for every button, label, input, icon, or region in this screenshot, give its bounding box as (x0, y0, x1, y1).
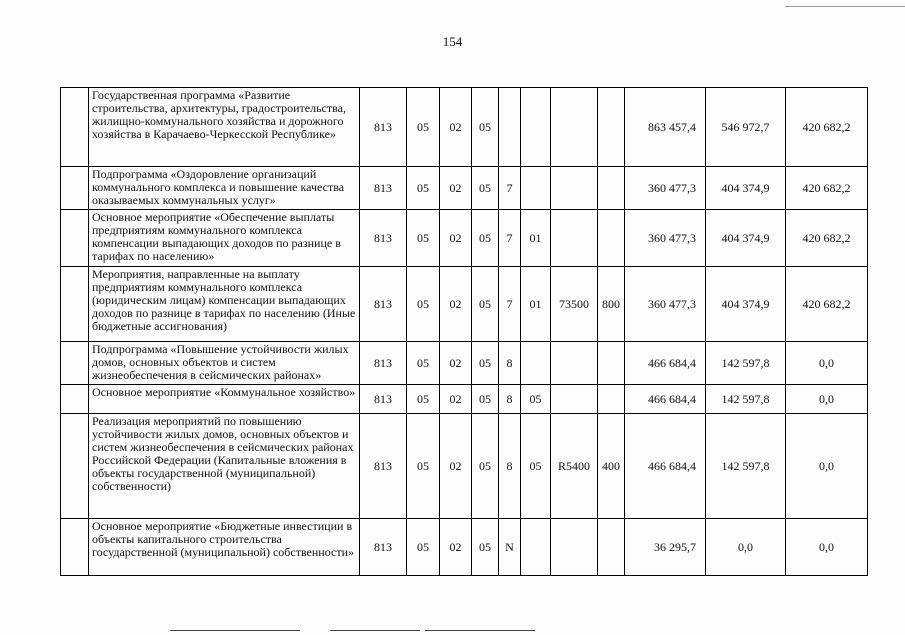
amount-year2-cell: 142 597,8 (706, 414, 786, 519)
expense-type-cell (598, 210, 625, 267)
expense-type-cell (598, 167, 625, 210)
subprogram-cell: 8 (499, 385, 521, 414)
amount-year3-cell: 0,0 (786, 342, 868, 385)
row-number-cell (61, 267, 89, 342)
row-number-cell (61, 414, 89, 519)
expense-type-cell: 800 (598, 267, 625, 342)
amount-year1-cell: 360 477,3 (625, 210, 706, 267)
table-row (61, 414, 868, 519)
grbs-cell: 813 (360, 342, 407, 385)
expense-type-cell (598, 385, 625, 414)
section-cell: 05 (407, 267, 440, 342)
subsection-cell: 02 (440, 88, 472, 167)
amount-year1-cell: 466 684,4 (625, 385, 706, 414)
table-row (61, 267, 868, 342)
table-row (61, 167, 868, 210)
subprogram-cell: 7 (499, 167, 521, 210)
program-cell: 05 (472, 414, 499, 519)
subprogram-cell (499, 88, 521, 167)
program-cell: 05 (472, 519, 499, 576)
subprogram-cell: N (499, 519, 521, 576)
main-activity-cell (521, 519, 551, 576)
subprogram-cell: 8 (499, 414, 521, 519)
row-number-cell (61, 519, 89, 576)
amount-year2-cell: 142 597,8 (706, 342, 786, 385)
page-number: 154 (442, 34, 463, 49)
item-name-cell: Подпрограмма «Оздоровление организаций коммунального комплекса и повышение качества оказываемых коммунальных услуг» (89, 167, 360, 210)
expense-type-cell (598, 88, 625, 167)
main-activity-cell: 01 (521, 210, 551, 267)
amount-year2-cell: 404 374,9 (706, 167, 786, 210)
item-name-cell: Основное мероприятие «Обеспечение выплаты предприятиям коммунального комплекса компенсации выпадающих доходов по разнице в тарифах по населению» (89, 210, 360, 267)
edge-mark (425, 630, 535, 631)
subprogram-cell: 7 (499, 210, 521, 267)
subsection-cell: 02 (440, 342, 472, 385)
amount-year2-cell: 142 597,8 (706, 385, 786, 414)
amount-year1-cell: 466 684,4 (625, 342, 706, 385)
row-number-cell (61, 385, 89, 414)
subsection-cell: 02 (440, 210, 472, 267)
section-cell: 05 (407, 210, 440, 267)
section-cell: 05 (407, 385, 440, 414)
expense-type-cell (598, 519, 625, 576)
item-name-cell: Государственная программа «Развитие строительства, архитектуры, градостроительства, жилищно-коммунального хозяйства и дорожного хозяйства в Карачаево-Черкесской Республике» (89, 88, 360, 167)
item-name-cell: Основное мероприятие «Коммунальное хозяйство» (89, 385, 360, 414)
subprogram-cell: 8 (499, 342, 521, 385)
subsection-cell: 02 (440, 167, 472, 210)
row-number-cell (61, 210, 89, 267)
grbs-cell: 813 (360, 210, 407, 267)
row-number-cell (61, 88, 89, 167)
item-name-cell: Реализация мероприятий по повышению устойчивости жилых домов, основных объектов и систем жизнеобеспечения в сейсмических районах Российской Федерации (Капитальные вложения в объекты государственной (муниципальной) собственности) (89, 414, 360, 519)
amount-year1-cell: 466 684,4 (625, 414, 706, 519)
direction-cell: 73500 (551, 267, 598, 342)
grbs-cell: 813 (360, 519, 407, 576)
amount-year3-cell: 420 682,2 (786, 267, 868, 342)
amount-year1-cell: 360 477,3 (625, 267, 706, 342)
amount-year2-cell: 0,0 (706, 519, 786, 576)
edge-mark (170, 630, 300, 631)
main-activity-cell (521, 88, 551, 167)
program-cell: 05 (472, 342, 499, 385)
grbs-cell: 813 (360, 414, 407, 519)
subsection-cell: 02 (440, 414, 472, 519)
direction-cell (551, 519, 598, 576)
main-activity-cell (521, 167, 551, 210)
program-cell: 05 (472, 385, 499, 414)
direction-cell: R5400 (551, 414, 598, 519)
section-cell: 05 (407, 414, 440, 519)
main-activity-cell: 05 (521, 414, 551, 519)
direction-cell (551, 342, 598, 385)
table-row (61, 519, 868, 576)
amount-year1-cell: 36 295,7 (625, 519, 706, 576)
direction-cell (551, 210, 598, 267)
direction-cell (551, 385, 598, 414)
table-row (61, 385, 868, 414)
item-name-cell: Подпрограмма «Повышение устойчивости жилых домов, основных объектов и систем жизнеобеспечения в сейсмических районах» (89, 342, 360, 385)
section-cell: 05 (407, 342, 440, 385)
top-edge-line (785, 6, 905, 7)
subsection-cell: 02 (440, 519, 472, 576)
budget-table (60, 87, 868, 576)
main-activity-cell: 05 (521, 385, 551, 414)
amount-year1-cell: 360 477,3 (625, 167, 706, 210)
amount-year1-cell: 863 457,4 (625, 88, 706, 167)
item-name-cell: Мероприятия, направленные на выплату предприятиям коммунального комплекса (юридическим лицам) компенсации выпадающих доходов по разнице в тарифах по населению (Иные бюджетные ассигнования) (89, 267, 360, 342)
main-activity-cell: 01 (521, 267, 551, 342)
grbs-cell: 813 (360, 167, 407, 210)
grbs-cell: 813 (360, 267, 407, 342)
amount-year3-cell: 0,0 (786, 519, 868, 576)
item-name-cell: Основное мероприятие «Бюджетные инвестиции в объекты капитального строительства государственной (муниципальной) собственности» (89, 519, 360, 576)
amount-year3-cell: 420 682,2 (786, 167, 868, 210)
section-cell: 05 (407, 519, 440, 576)
subsection-cell: 02 (440, 267, 472, 342)
program-cell: 05 (472, 88, 499, 167)
subprogram-cell: 7 (499, 267, 521, 342)
direction-cell (551, 167, 598, 210)
program-cell: 05 (472, 167, 499, 210)
amount-year3-cell: 420 682,2 (786, 88, 868, 167)
amount-year3-cell: 0,0 (786, 414, 868, 519)
amount-year3-cell: 420 682,2 (786, 210, 868, 267)
grbs-cell: 813 (360, 385, 407, 414)
bottom-edge-marks (170, 630, 570, 632)
main-activity-cell (521, 342, 551, 385)
table-row (61, 342, 868, 385)
table-row (61, 210, 868, 267)
edge-mark (330, 630, 420, 631)
section-cell: 05 (407, 167, 440, 210)
program-cell: 05 (472, 210, 499, 267)
table-row (61, 88, 868, 167)
section-cell: 05 (407, 88, 440, 167)
amount-year2-cell: 546 972,7 (706, 88, 786, 167)
expense-type-cell: 400 (598, 414, 625, 519)
expense-type-cell (598, 342, 625, 385)
row-number-cell (61, 167, 89, 210)
row-number-cell (61, 342, 89, 385)
direction-cell (551, 88, 598, 167)
subsection-cell: 02 (440, 385, 472, 414)
grbs-cell: 813 (360, 88, 407, 167)
amount-year2-cell: 404 374,9 (706, 210, 786, 267)
program-cell: 05 (472, 267, 499, 342)
amount-year2-cell: 404 374,9 (706, 267, 786, 342)
amount-year3-cell: 0,0 (786, 385, 868, 414)
